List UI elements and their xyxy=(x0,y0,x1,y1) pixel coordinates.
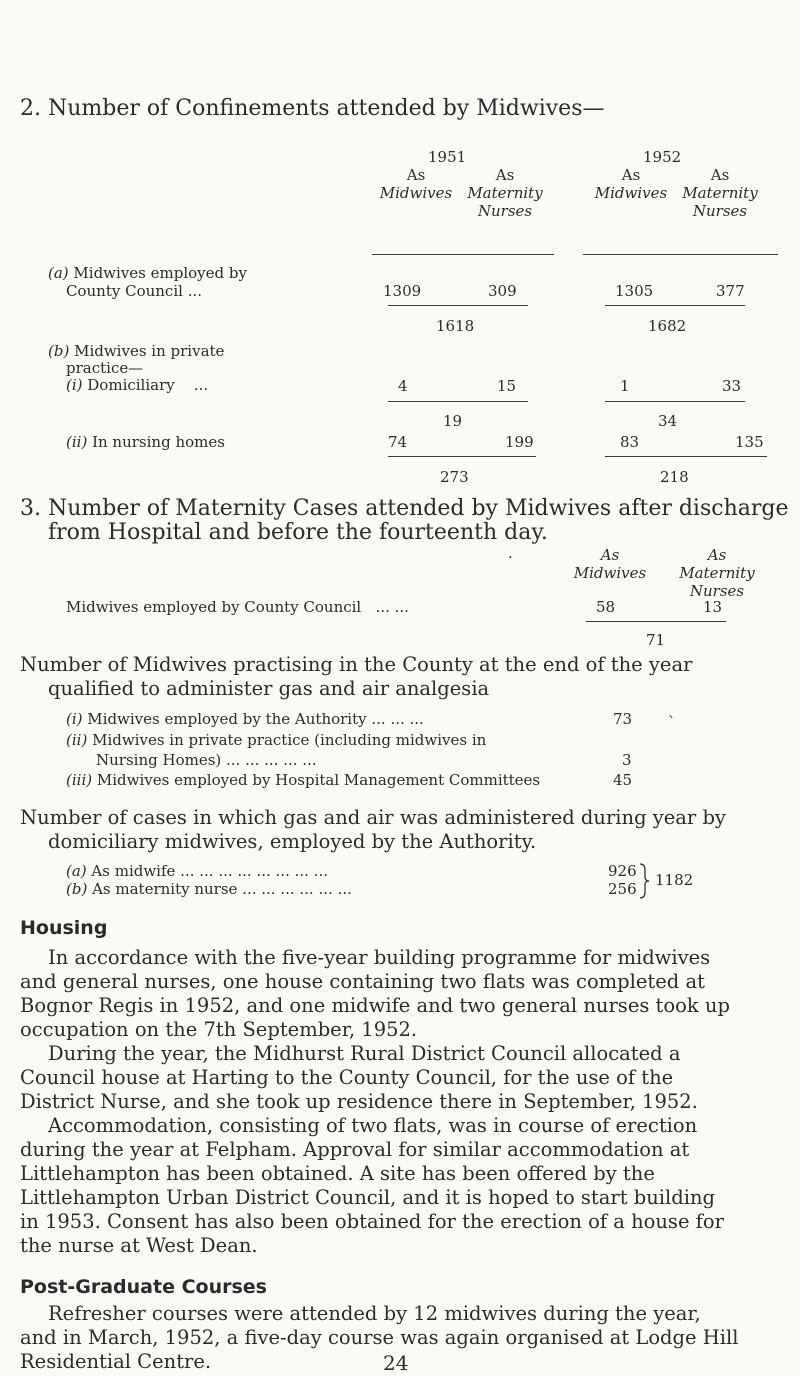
row-a-label-1: (a) Midwives employed by xyxy=(48,264,247,282)
housing-line: Littlehampton has been obtained. A site has been offered by the xyxy=(20,1162,655,1185)
row-b-i-1951-maternity: 15 xyxy=(497,377,517,395)
col-head-1952-maternity: As Maternity Nurses xyxy=(682,166,758,220)
row-ii-1952-maternity: 135 xyxy=(735,433,764,451)
row-b-i-1952-midwives: 1 xyxy=(620,377,630,395)
row-a-label-2: County Council ... xyxy=(66,282,203,300)
row-a-1951-midwives: 1309 xyxy=(383,282,422,300)
row-ii-1951-midwives: 74 xyxy=(388,433,408,451)
rule-1952-head xyxy=(583,254,778,255)
housing-heading: Housing xyxy=(20,917,108,939)
gas-air-item-ii-value: 3 xyxy=(622,751,632,769)
row-b-i-1951-total: 19 xyxy=(443,412,463,430)
row-ii-1951-total: 273 xyxy=(440,468,469,486)
rule-row-a-1952 xyxy=(605,305,745,306)
gas-cases-total: 1182 xyxy=(655,871,694,889)
gas-cases-item-b: (b) As maternity nurse ... ... ... ... ... ... xyxy=(66,880,352,898)
gas-cases-item-a: (a) As midwife ... ... ... ... ... ... ... ... xyxy=(66,862,328,880)
housing-line: in 1953. Consent has also been obtained for the erection of a house for xyxy=(20,1210,724,1233)
year-1952: 1952 xyxy=(643,148,682,166)
housing-line: District Nurse, and she took up residence there in September, 1952. xyxy=(20,1090,698,1113)
gas-air-item-iii-value: 45 xyxy=(613,771,633,789)
row-ii-label: (ii) In nursing homes xyxy=(66,433,225,451)
housing-line: In accordance with the five-year building programme for midwives xyxy=(48,946,711,969)
row-ii-1952-total: 218 xyxy=(660,468,689,486)
housing-line: during the year at Felpham. Approval for similar accommodation at xyxy=(20,1138,690,1161)
rule-row-a-1951 xyxy=(388,305,528,306)
row-b-i-1951-midwives: 4 xyxy=(398,377,408,395)
row-b-i-1952-maternity: 33 xyxy=(722,377,742,395)
rule-s3 xyxy=(586,621,726,622)
housing-line: Littlehampton Urban District Council, and it is hoped to start building xyxy=(20,1186,716,1209)
row-a-1951-total: 1618 xyxy=(436,317,475,335)
postgrad-line: Refresher courses were attended by 12 midwives during the year, xyxy=(48,1302,701,1325)
gas-air-heading-line-2: qualified to administer gas and air analgesia xyxy=(48,677,490,700)
gas-cases-heading-line-1: Number of cases in which gas and air was administered during year by xyxy=(20,806,726,829)
s3-maternity-value: 13 xyxy=(703,598,723,616)
gas-cases-item-a-value: 926 xyxy=(608,862,637,880)
rule-row-ii-1951 xyxy=(388,456,536,457)
row-b-label-1: (b) Midwives in private xyxy=(48,342,225,360)
s3-col-head-midwives: As Midwives xyxy=(573,546,647,582)
year-1951: 1951 xyxy=(428,148,467,166)
housing-line: Accommodation, consisting of two flats, was in course of erection xyxy=(48,1114,698,1137)
s3-row-label: Midwives employed by County Council ... ... xyxy=(66,598,409,616)
section-3-title-line-1: 3. Number of Maternity Cases attended by Midwives after discharge xyxy=(20,496,789,521)
row-a-1952-midwives: 1305 xyxy=(615,282,654,300)
section-3-title-line-2: from Hospital and before the fourteenth day. xyxy=(48,520,548,545)
rule-1951-head xyxy=(372,254,554,255)
s3-total: 71 xyxy=(646,631,666,649)
row-a-1952-maternity: 377 xyxy=(716,282,745,300)
col-head-1952-midwives: As Midwives xyxy=(594,166,668,202)
row-b-label-2: practice— xyxy=(66,359,144,377)
col-head-1951-maternity: As Maternity Nurses xyxy=(467,166,543,220)
row-b-i-1952-total: 34 xyxy=(658,412,678,430)
gas-air-item-ii: (ii) Midwives in private practice (including midwives in xyxy=(66,731,487,749)
rule-row-ii-1952 xyxy=(605,456,767,457)
row-a-1952-total: 1682 xyxy=(648,317,687,335)
row-b-i-label: (i) Domiciliary ... xyxy=(66,376,209,394)
col-head-1951-midwives: As Midwives xyxy=(379,166,453,202)
gas-air-item-iii: (iii) Midwives employed by Hospital Management Committees xyxy=(66,771,541,789)
page-number: 24 xyxy=(383,1351,409,1375)
housing-line: Council house at Harting to the County Council, for the use of the xyxy=(20,1066,674,1089)
gas-air-mark: ` xyxy=(668,713,676,731)
gas-air-heading-line-1: Number of Midwives practising in the County at the end of the year xyxy=(20,653,693,676)
postgrad-line: Residential Centre. xyxy=(20,1350,212,1373)
section-3-bullet: · xyxy=(508,548,513,566)
housing-line: the nurse at West Dean. xyxy=(20,1234,258,1257)
postgrad-line: and in March, 1952, a five-day course was again organised at Lodge Hill xyxy=(20,1326,739,1349)
section-2-title: 2. Number of Confinements attended by Midwives— xyxy=(20,96,605,121)
gas-air-item-ii-cont: Nursing Homes) ... ... ... ... ... xyxy=(96,751,317,769)
housing-line: Bognor Regis in 1952, and one midwife and two general nurses took up xyxy=(20,994,730,1017)
s3-col-head-maternity: As Maternity Nurses xyxy=(679,546,755,600)
rule-row-b-i-1951 xyxy=(388,401,528,402)
row-a-1951-maternity: 309 xyxy=(488,282,517,300)
housing-line: and general nurses, one house containing two flats was completed at xyxy=(20,970,705,993)
s3-midwives-value: 58 xyxy=(596,598,616,616)
housing-line: occupation on the 7th September, 1952. xyxy=(20,1018,418,1041)
row-ii-1951-maternity: 199 xyxy=(505,433,534,451)
row-ii-1952-midwives: 83 xyxy=(620,433,640,451)
postgrad-heading: Post-Graduate Courses xyxy=(20,1276,267,1298)
gas-cases-heading-line-2: domiciliary midwives, employed by the Authority. xyxy=(48,830,537,853)
gas-air-item-i: (i) Midwives employed by the Authority ... ... ... xyxy=(66,710,424,728)
rule-row-b-i-1952 xyxy=(605,401,745,402)
gas-air-item-i-value: 73 xyxy=(613,710,633,728)
housing-line: During the year, the Midhurst Rural District Council allocated a xyxy=(48,1042,681,1065)
gas-cases-item-b-value: 256 xyxy=(608,880,637,898)
gas-cases-brace xyxy=(638,862,650,900)
